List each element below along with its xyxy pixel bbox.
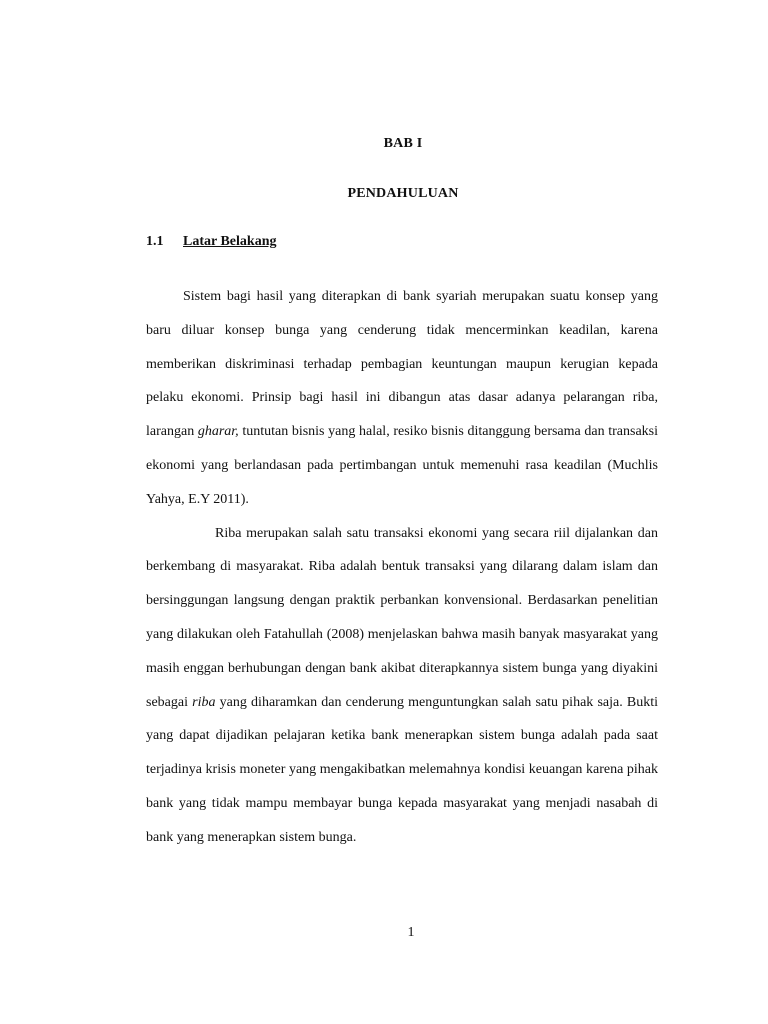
body-text [146,280,658,855]
page-number: 1 [407,925,415,940]
paragraph-text: Riba merupakan salah satu transaksi ekonomi yang secara riil dijalankan dan berkembang di masyarakat. Riba adalah bentuk transaksi yang dilarang dalam islam dan bersinggungan langsung dengan praktik perbankan konvensional. Berdasarkan penelitian yang dilakukan oleh Fatahullah (2008) menjelaskan bahwa masih banyak masyarakat yang masih enggan berhubungan dengan bank akibat diterapkannya sistem bunga yang diyakini sebagai [146,525,658,710]
italic-term: riba [192,694,216,710]
chapter-title: PENDAHULUAN [347,186,459,201]
paragraph [146,280,658,517]
paragraph-text: tuntutan bisnis yang halal, resiko bisnis ditanggung bersama dan transaksi ekonomi yang berlandasan pada pertimbangan untuk memenuhi rasa keadilan (Muchlis Yahya, E.Y 2011). [146,424,658,507]
italic-term: gharar, [197,424,239,440]
section-heading [146,234,276,250]
paragraph-text: Sistem bagi hasil yang diterapkan di bank syariah merupakan suatu konsep yang baru diluar konsep bunga yang cenderung tidak mencerminkan keadilan, karena memberikan diskriminasi terhadap pembagian keuntungan maupun kerugian kepada pelaku ekonomi. Prinsip bagi hasil ini dibangun atas dasar adanya pelarangan riba, larangan [146,289,658,440]
paragraph-text: yang diharamkan dan cenderung menguntungkan salah satu pihak saja. Bukti yang dapat dijadikan pelajaran ketika bank menerapkan sistem bunga adalah pada saat terjadinya krisis moneter yang mengakibatkan melemahnya kondisi keuangan karena pihak bank yang tidak mampu membayar bunga kepada masyarakat yang menjadi nasabah di bank yang menerapkan sistem bunga. [146,694,659,845]
chapter-label: BAB I [383,136,423,151]
paragraph [146,517,658,855]
section-number: 1.1 [146,234,164,249]
section-title: Latar Belakang [183,234,277,249]
